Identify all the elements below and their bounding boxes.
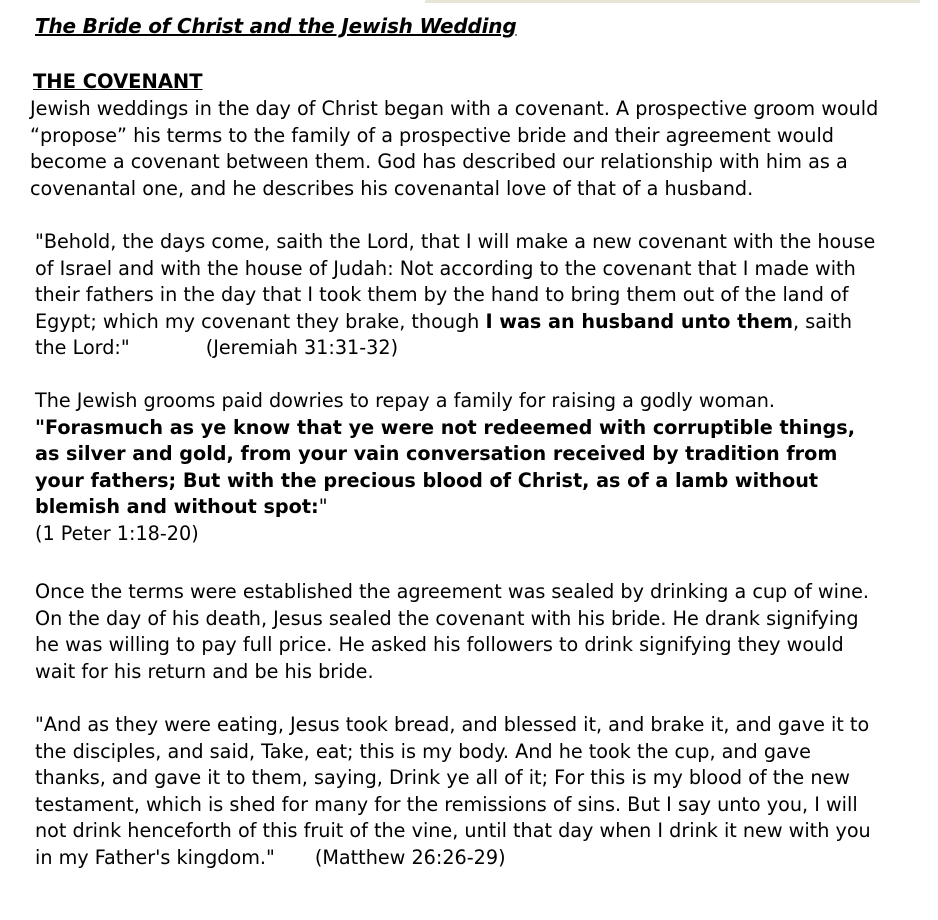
- quote-line: "And as they were eating, Jesus took bread, and blessed it, and brake it, and gave it to: [35, 713, 870, 736]
- quote-text: Egypt; which my covenant they brake, though: [35, 309, 486, 333]
- dowry-quote-line: [35, 494, 855, 521]
- quote-emphasis: I was an husband unto them: [485, 309, 794, 333]
- quote-text: ": [318, 495, 328, 518]
- quote-text: in my Father's kingdom.": [35, 845, 275, 869]
- wine-line: he was willing to pay full price. He asked his followers to drink signifying they would: [35, 633, 844, 656]
- top-border-rule: [425, 0, 920, 3]
- document-title: The Bride of Christ and the Jewish Wedding: [35, 14, 517, 38]
- quote-text: , saith: [793, 309, 852, 333]
- intro-line: become a covenant between them. God has described our relationship with him as a: [30, 150, 848, 173]
- quote-line: [35, 335, 875, 362]
- quote-emphasis: blemish and without spot:: [35, 495, 319, 518]
- quote-line: thanks, and gave it to them, saying, Drink ye all of it; For this is my blood of the new: [35, 766, 850, 789]
- dowry-quote-line: as silver and gold, from your vain conversation received by tradition from: [35, 442, 838, 465]
- dowry-quote-line: your fathers; But with the precious blood of Christ, as of a lamb without: [35, 468, 819, 492]
- scripture-reference: (Matthew 26:26-29): [314, 845, 506, 869]
- quote-line: [35, 309, 875, 336]
- wine-paragraph: [35, 579, 869, 685]
- quote-line: "Behold, the days come, saith the Lord, that I will make a new covenant with the house: [35, 230, 876, 253]
- intro-line: “propose” his terms to the family of a prospective bride and their agreement would: [30, 123, 834, 147]
- quote-line: not drink henceforth of this fruit of the vine, until that day when I drink it new with you: [35, 819, 871, 842]
- wine-line: wait for his return and be his bride.: [35, 659, 374, 683]
- quote-line: testament, which is shed for many for the remissions of sins. But I say unto you, I will: [35, 792, 858, 816]
- dowry-quote-line: "Forasmuch as ye know that ye were not redeemed with corruptible things,: [35, 415, 856, 439]
- scripture-reference: (Jeremiah 31:31-32): [205, 336, 399, 359]
- dowry-intro-line: The Jewish grooms paid dowries to repay a family for raising a godly woman.: [35, 389, 776, 412]
- quote-text: the Lord:": [35, 336, 130, 359]
- dowry-paragraph: [35, 388, 855, 547]
- intro-paragraph: [30, 96, 878, 202]
- wine-line: On the day of his death, Jesus sealed the covenant with his bride. He drank signifying: [35, 606, 859, 630]
- quote-line: their fathers in the day that I took them by the hand to bring them out of the land of: [35, 283, 849, 306]
- intro-line: Jewish weddings in the day of Christ began with a covenant. A prospective groom would: [30, 97, 879, 120]
- quote-line: of Israel and with the house of Judah: Not according to the covenant that I made with: [35, 256, 856, 280]
- quote-line: the disciples, and said, Take, eat; this is my body. And he took the cup, and gave: [35, 739, 811, 763]
- intro-line: covenantal one, and he describes his covenantal love of that of a husband.: [30, 176, 754, 200]
- quote-line: [35, 845, 871, 872]
- section-heading-covenant: THE COVENANT: [33, 70, 203, 93]
- jeremiah-quote: [35, 229, 875, 362]
- matthew-quote: [35, 712, 871, 871]
- wine-line: Once the terms were established the agreement was sealed by drinking a cup of wine.: [35, 580, 870, 603]
- scripture-reference: (1 Peter 1:18-20): [35, 521, 199, 545]
